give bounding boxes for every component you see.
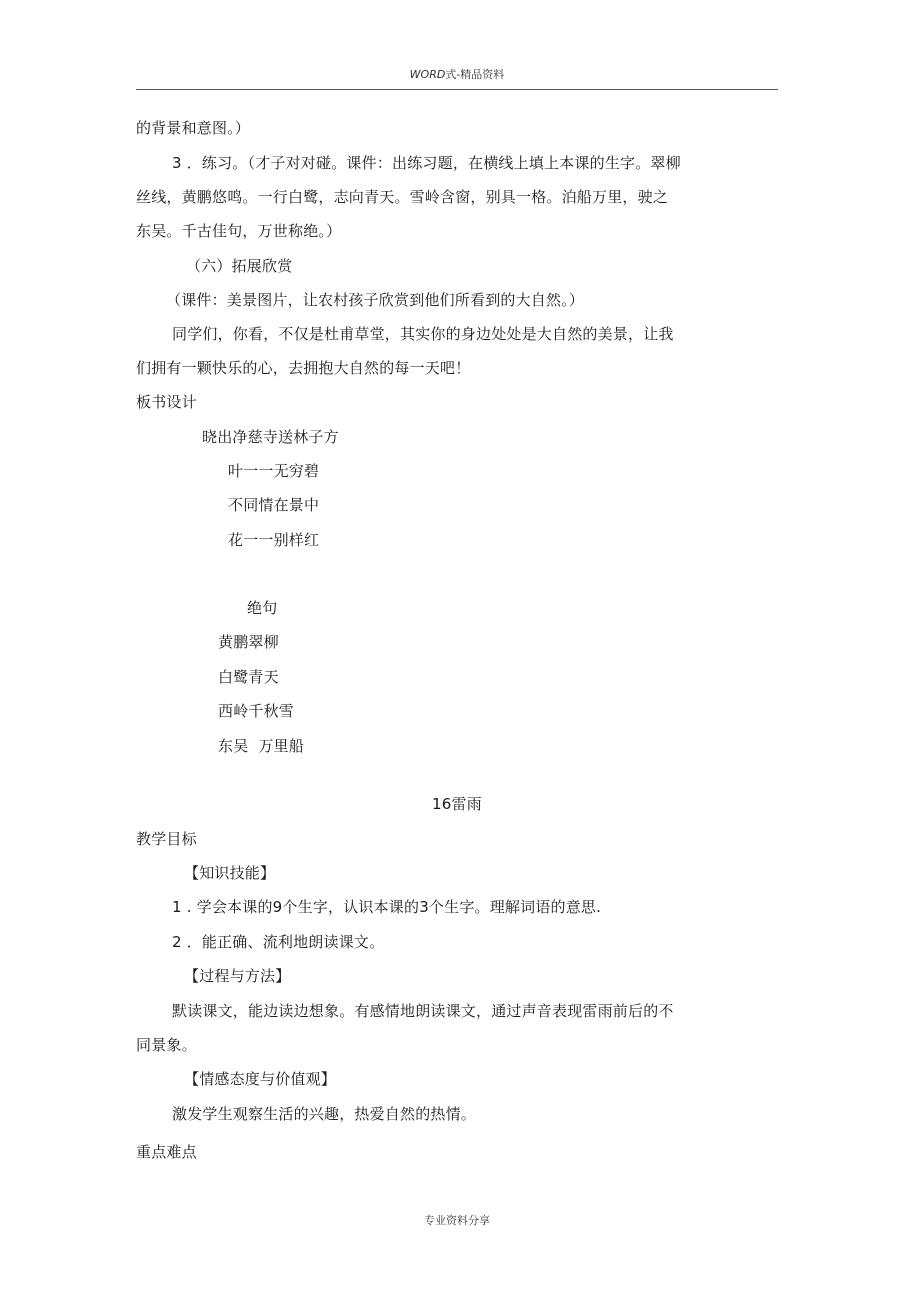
board-line: 东吴 万里船 (218, 737, 304, 755)
board-line: 花一一别样红 (228, 531, 320, 549)
goal-item: 1 . 学会本课的9个生字，认识本课的3个生字。理解词语的意思. (172, 898, 602, 916)
text-line: 激发学生观察生活的兴趣，热爱自然的热情。 (172, 1105, 477, 1123)
header-prefix: WORD (409, 68, 446, 81)
text-line: 默读课文，能边读边想象。有感情地朗读课文，通过声音表现雷雨前后的不 (172, 1002, 674, 1020)
text-line: 丝线，黄鹏悠鸣。一行白鹭，志向青天。雪岭含窗，别具一格。泊船万里，驶之 (136, 188, 669, 206)
page-header (136, 66, 778, 82)
section-heading: 重点难点 (136, 1143, 197, 1161)
text-line: 的背景和意图。） (136, 119, 251, 137)
text-line: 同学们，你看，不仅是杜甫草堂，其实你的身边处处是大自然的美景，让我 (172, 325, 674, 343)
board-title: 绝句 (247, 599, 278, 617)
section-heading: （六）拓展欣赏 (186, 257, 293, 275)
section-heading: 板书设计 (136, 393, 197, 411)
text-line: （课件：美景图片，让农村孩子欣赏到他们所看到的大自然。） (166, 291, 585, 309)
board-line: 不同情在景中 (228, 496, 320, 514)
goal-item: 2 ．能正确、流利地朗读课文。 (172, 933, 385, 951)
subsection-heading: 【情感态度与价值观】 (184, 1070, 337, 1088)
section-heading: 教学目标 (136, 830, 197, 848)
header-suffix: 式-精品资料 (445, 68, 505, 81)
text-line: 东吴。千古佳句，万世称绝。） (136, 222, 342, 240)
board-line: 叶一一无穷碧 (228, 462, 320, 480)
exercise-line: 3 ．练习。（才子对对碰。课件：出练习题，在横线上填上本课的生字。翠柳 (172, 154, 681, 172)
lesson-title: 16雷雨 (432, 795, 482, 813)
page-footer: 专业资料分享 (424, 1214, 490, 1227)
subsection-heading: 【过程与方法】 (184, 967, 291, 985)
board-line: 西岭千秋雪 (218, 702, 295, 720)
header-divider (136, 89, 778, 90)
text-line: 们拥有一颗快乐的心，去拥抱大自然的每一天吧！ (136, 359, 471, 377)
board-line: 白鹭青天 (218, 668, 279, 686)
subsection-heading: 【知识技能】 (184, 864, 276, 882)
board-line: 黄鹏翠柳 (218, 633, 279, 651)
text-line: 同景象。 (136, 1036, 197, 1054)
board-title: 晓出净慈寺送林子方 (202, 428, 339, 446)
